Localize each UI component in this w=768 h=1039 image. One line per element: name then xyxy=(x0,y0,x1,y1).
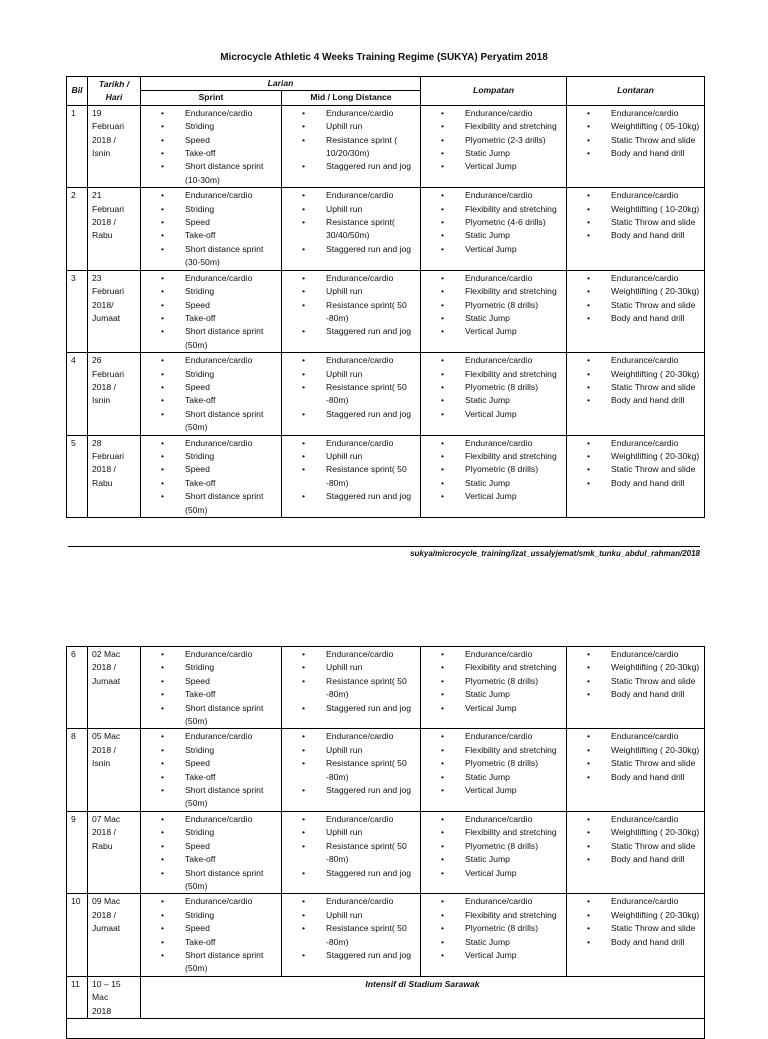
activity-item: • Resistance sprint ( 10/20/30m) xyxy=(326,134,416,161)
activity-item: • Resistance sprint( 50 -80m) xyxy=(326,299,416,326)
activity-list xyxy=(425,648,562,715)
activity-item: • Speed xyxy=(185,840,277,853)
table-row xyxy=(67,105,705,187)
activity-list xyxy=(286,437,416,504)
activity-item: • Plyometric (8 drills) xyxy=(465,840,562,853)
activity-item: • Take-off xyxy=(185,229,277,242)
cell-lompatan xyxy=(421,435,567,517)
activity-item: • Uphill run xyxy=(326,285,416,298)
header-row xyxy=(67,77,705,91)
activity-item: • Flexibility and stretching xyxy=(465,661,562,674)
cell-bil: 2 xyxy=(67,188,88,270)
cell-sprint xyxy=(141,811,282,893)
activity-item: • Endurance/cardio xyxy=(185,437,277,450)
cell-bil: 1 xyxy=(67,105,88,187)
activity-item: • Body and hand drill xyxy=(611,477,700,490)
activity-item: • Speed xyxy=(185,299,277,312)
cell-lompatan xyxy=(421,353,567,435)
activity-list xyxy=(145,354,277,434)
activity-item: • Vertical Jump xyxy=(465,702,562,715)
activity-item: • Endurance/cardio xyxy=(326,895,416,908)
cell-date: 28 Februari 2018 / Rabu xyxy=(88,435,141,517)
activity-item: • Flexibility and stretching xyxy=(465,826,562,839)
activity-item: • Take-off xyxy=(185,853,277,866)
activity-list xyxy=(145,813,277,893)
activity-item: • Short distance sprint (50m) xyxy=(185,702,277,729)
activity-item: • Static Jump xyxy=(465,853,562,866)
cell-lompatan xyxy=(421,811,567,893)
activity-item: • Short distance sprint (50m) xyxy=(185,325,277,352)
activity-item: • Vertical Jump xyxy=(465,325,562,338)
cell-mid-long xyxy=(282,353,421,435)
activity-item: • Static Jump xyxy=(465,688,562,701)
activity-item: • Endurance/cardio xyxy=(185,730,277,743)
cell-bil: 4 xyxy=(67,353,88,435)
activity-item: • Staggered run and jog xyxy=(326,160,416,173)
cell-mid-long xyxy=(282,188,421,270)
activity-item: • Endurance/cardio xyxy=(465,189,562,202)
activity-item: • Short distance sprint (30-50m) xyxy=(185,243,277,270)
cell-date: 05 Mac 2018 / Isnin xyxy=(88,729,141,811)
activity-item: • Endurance/cardio xyxy=(611,813,700,826)
activity-item: • Striding xyxy=(185,120,277,133)
activity-item: • Short distance sprint (10-30m) xyxy=(185,160,277,187)
activity-list xyxy=(145,107,277,187)
activity-item: • Static Throw and slide xyxy=(611,922,700,935)
activity-item: • Endurance/cardio xyxy=(326,354,416,367)
activity-item: • Striding xyxy=(185,285,277,298)
activity-list xyxy=(571,813,700,867)
cell-lontaran xyxy=(567,270,705,352)
activity-item: • Resistance sprint( 50 -80m) xyxy=(326,463,416,490)
activity-item: • Striding xyxy=(185,661,277,674)
activity-list xyxy=(425,354,562,421)
activity-item: • Uphill run xyxy=(326,909,416,922)
activity-item: • Staggered run and jog xyxy=(326,702,416,715)
cell-bil: 8 xyxy=(67,729,88,811)
activity-item: • Weightlifting ( 10-20kg) xyxy=(611,203,700,216)
cell-bil: 3 xyxy=(67,270,88,352)
activity-list xyxy=(425,437,562,504)
activity-list xyxy=(286,813,416,880)
activity-item: • Short distance sprint (50m) xyxy=(185,867,277,894)
activity-item: • Static Throw and slide xyxy=(611,757,700,770)
cell-mid-long xyxy=(282,894,421,976)
activity-list xyxy=(145,730,277,810)
cell-bil: 5 xyxy=(67,435,88,517)
activity-item: • Staggered run and jog xyxy=(326,867,416,880)
activity-item: • Speed xyxy=(185,757,277,770)
activity-item: • Uphill run xyxy=(326,120,416,133)
empty-cell xyxy=(67,1018,705,1038)
activity-item: • Short distance sprint (50m) xyxy=(185,490,277,517)
activity-item: • Static Jump xyxy=(465,477,562,490)
activity-list xyxy=(425,272,562,339)
top-table-body xyxy=(67,105,705,517)
header-larian: Larian xyxy=(141,77,421,91)
cell-lontaran xyxy=(567,435,705,517)
cell-lontaran xyxy=(567,105,705,187)
activity-item: • Weightlifting ( 20-30kg) xyxy=(611,450,700,463)
activity-item: • Endurance/cardio xyxy=(611,107,700,120)
activity-item: • Static Throw and slide xyxy=(611,840,700,853)
cell-lontaran xyxy=(567,894,705,976)
activity-item: • Weightlifting ( 20-30kg) xyxy=(611,744,700,757)
cell-lontaran xyxy=(567,188,705,270)
activity-list xyxy=(425,813,562,880)
activity-list xyxy=(571,730,700,784)
cell-date: 19 Februari 2018 / Isnin xyxy=(88,105,141,187)
cell-bil: 9 xyxy=(67,811,88,893)
activity-item: • Uphill run xyxy=(326,661,416,674)
activity-item: • Resistance sprint( 50 -80m) xyxy=(326,922,416,949)
activity-list xyxy=(425,107,562,174)
activity-item: • Static Throw and slide xyxy=(611,675,700,688)
activity-item: • Uphill run xyxy=(326,826,416,839)
cell-date: 09 Mac 2018 / Jumaat xyxy=(88,894,141,976)
cell-mid-long xyxy=(282,811,421,893)
cell-bil: 11 xyxy=(67,976,88,1018)
activity-item: • Static Jump xyxy=(465,771,562,784)
header-lompatan: Lompatan xyxy=(421,77,567,106)
activity-item: • Endurance/cardio xyxy=(465,730,562,743)
activity-item: • Speed xyxy=(185,463,277,476)
activity-list xyxy=(286,354,416,421)
cell-mid-long xyxy=(282,105,421,187)
activity-item: • Endurance/cardio xyxy=(465,107,562,120)
activity-item: • Static Throw and slide xyxy=(611,216,700,229)
activity-item: • Endurance/cardio xyxy=(326,437,416,450)
cell-date: 23 Februari 2018/ Jumaat xyxy=(88,270,141,352)
activity-item: • Vertical Jump xyxy=(465,160,562,173)
cell-sprint xyxy=(141,105,282,187)
table-row-empty xyxy=(67,1018,705,1038)
activity-item: • Resistance sprint( 50 -80m) xyxy=(326,757,416,784)
activity-item: • Short distance sprint (50m) xyxy=(185,949,277,976)
activity-item: • Staggered run and jog xyxy=(326,408,416,421)
activity-item: • Short distance sprint (50m) xyxy=(185,408,277,435)
cell-lontaran xyxy=(567,811,705,893)
activity-item: • Plyometric (8 drills) xyxy=(465,463,562,476)
cell-mid-long xyxy=(282,270,421,352)
table-row xyxy=(67,188,705,270)
activity-item: • Static Jump xyxy=(465,229,562,242)
activity-item: • Speed xyxy=(185,922,277,935)
activity-item: • Endurance/cardio xyxy=(185,813,277,826)
activity-item: • Static Throw and slide xyxy=(611,134,700,147)
activity-item: • Weightlifting ( 20-30kg) xyxy=(611,826,700,839)
activity-item: • Static Throw and slide xyxy=(611,381,700,394)
activity-item: • Endurance/cardio xyxy=(326,648,416,661)
activity-item: • Body and hand drill xyxy=(611,771,700,784)
cell-sprint xyxy=(141,647,282,729)
header-tarikh: Tarikh / Hari xyxy=(88,77,141,106)
bottom-table-body xyxy=(67,647,705,977)
activity-item: • Plyometric (4-6 drills) xyxy=(465,216,562,229)
cell-bil: 10 xyxy=(67,894,88,976)
activity-item: • Endurance/cardio xyxy=(185,354,277,367)
activity-item: • Endurance/cardio xyxy=(611,437,700,450)
activity-item: • Body and hand drill xyxy=(611,853,700,866)
activity-item: • Endurance/cardio xyxy=(611,730,700,743)
activity-item: • Plyometric (8 drills) xyxy=(465,922,562,935)
cell-sprint xyxy=(141,894,282,976)
activity-item: • Flexibility and stretching xyxy=(465,909,562,922)
activity-item: • Speed xyxy=(185,381,277,394)
activity-item: • Short distance sprint (50m) xyxy=(185,784,277,811)
activity-item: • Striding xyxy=(185,744,277,757)
training-table-page2 xyxy=(66,646,705,1039)
activity-item: • Endurance/cardio xyxy=(611,272,700,285)
activity-item: • Body and hand drill xyxy=(611,394,700,407)
activity-item: • Static Throw and slide xyxy=(611,463,700,476)
cell-date: 10 – 15 Mac 2018 xyxy=(88,976,141,1018)
activity-item: • Endurance/cardio xyxy=(326,813,416,826)
activity-list xyxy=(145,648,277,728)
activity-item: • Endurance/cardio xyxy=(326,272,416,285)
cell-sprint xyxy=(141,353,282,435)
cell-date: 21 Februari 2018 / Rabu xyxy=(88,188,141,270)
activity-item: • Resistance sprint( 30/40/50m) xyxy=(326,216,416,243)
activity-item: • Speed xyxy=(185,675,277,688)
activity-item: • Endurance/cardio xyxy=(326,730,416,743)
activity-item: • Weightlifting ( 20-30kg) xyxy=(611,368,700,381)
activity-list xyxy=(286,107,416,174)
activity-list xyxy=(571,272,700,326)
activity-item: • Vertical Jump xyxy=(465,867,562,880)
activity-list xyxy=(145,272,277,352)
activity-list xyxy=(145,895,277,975)
table-row-last xyxy=(67,976,705,1018)
activity-item: • Vertical Jump xyxy=(465,784,562,797)
activity-item: • Static Throw and slide xyxy=(611,299,700,312)
cell-lompatan xyxy=(421,729,567,811)
cell-sprint xyxy=(141,729,282,811)
activity-list xyxy=(425,189,562,256)
table-row xyxy=(67,647,705,729)
activity-item: • Take-off xyxy=(185,312,277,325)
cell-date: 07 Mac 2018 / Rabu xyxy=(88,811,141,893)
activity-item: • Take-off xyxy=(185,936,277,949)
document-title: Microcycle Athletic 4 Weeks Training Regime (SUKYA) Peryatim 2018 xyxy=(220,52,548,63)
activity-item: • Striding xyxy=(185,826,277,839)
footer-text: sukya/microcycle_training/izat_ussalyjemat/smk_tunku_abdul_rahman/2018 xyxy=(410,549,700,558)
activity-item: • Body and hand drill xyxy=(611,688,700,701)
activity-item: • Speed xyxy=(185,216,277,229)
activity-item: • Static Jump xyxy=(465,312,562,325)
cell-lontaran xyxy=(567,647,705,729)
activity-item: • Endurance/cardio xyxy=(185,189,277,202)
activity-list xyxy=(286,272,416,339)
activity-list xyxy=(571,354,700,408)
header-mid-long: Mid / Long Distance xyxy=(282,91,421,105)
activity-item: • Staggered run and jog xyxy=(326,243,416,256)
cell-date: 26 Februari 2018 / Isnin xyxy=(88,353,141,435)
cell-sprint xyxy=(141,270,282,352)
activity-item: • Flexibility and stretching xyxy=(465,368,562,381)
activity-item: • Endurance/cardio xyxy=(611,189,700,202)
activity-item: • Endurance/cardio xyxy=(465,437,562,450)
activity-item: • Flexibility and stretching xyxy=(465,285,562,298)
intensive-note: Intensif di Stadium Sarawak xyxy=(141,976,705,1018)
cell-mid-long xyxy=(282,729,421,811)
activity-item: • Resistance sprint( 50 -80m) xyxy=(326,381,416,408)
activity-item: • Plyometric (2-3 drills) xyxy=(465,134,562,147)
activity-item: • Endurance/cardio xyxy=(465,272,562,285)
activity-item: • Vertical Jump xyxy=(465,949,562,962)
cell-bil: 6 xyxy=(67,647,88,729)
header-sprint: Sprint xyxy=(141,91,282,105)
activity-list xyxy=(571,189,700,243)
activity-item: • Uphill run xyxy=(326,368,416,381)
activity-item: • Weightlifting ( 20-30kg) xyxy=(611,661,700,674)
activity-item: • Plyometric (8 drills) xyxy=(465,675,562,688)
activity-list xyxy=(286,189,416,256)
header-lontaran: Lontaran xyxy=(567,77,705,106)
activity-item: • Staggered run and jog xyxy=(326,784,416,797)
activity-item: • Striding xyxy=(185,909,277,922)
cell-mid-long xyxy=(282,647,421,729)
activity-item: • Static Jump xyxy=(465,147,562,160)
activity-item: • Weightlifting ( 05-10kg) xyxy=(611,120,700,133)
activity-item: • Speed xyxy=(185,134,277,147)
activity-item: • Endurance/cardio xyxy=(611,648,700,661)
activity-item: • Take-off xyxy=(185,147,277,160)
activity-item: • Flexibility and stretching xyxy=(465,120,562,133)
activity-item: • Take-off xyxy=(185,771,277,784)
activity-item: • Plyometric (8 drills) xyxy=(465,757,562,770)
cell-lompatan xyxy=(421,105,567,187)
activity-item: • Take-off xyxy=(185,477,277,490)
activity-item: • Body and hand drill xyxy=(611,147,700,160)
activity-item: • Endurance/cardio xyxy=(185,648,277,661)
activity-item: • Endurance/cardio xyxy=(611,895,700,908)
activity-item: • Resistance sprint( 50 -80m) xyxy=(326,675,416,702)
activity-item: • Staggered run and jog xyxy=(326,490,416,503)
activity-item: • Endurance/cardio xyxy=(326,189,416,202)
activity-item: • Flexibility and stretching xyxy=(465,203,562,216)
activity-item: • Staggered run and jog xyxy=(326,949,416,962)
activity-item: • Flexibility and stretching xyxy=(465,450,562,463)
activity-item: • Staggered run and jog xyxy=(326,325,416,338)
activity-item: • Endurance/cardio xyxy=(185,895,277,908)
activity-list xyxy=(286,730,416,797)
activity-item: • Endurance/cardio xyxy=(465,354,562,367)
activity-item: • Endurance/cardio xyxy=(465,895,562,908)
cell-lontaran xyxy=(567,729,705,811)
activity-list xyxy=(571,107,700,161)
activity-list xyxy=(145,437,277,517)
activity-item: • Take-off xyxy=(185,394,277,407)
activity-item: • Body and hand drill xyxy=(611,229,700,242)
activity-item: • Vertical Jump xyxy=(465,490,562,503)
activity-item: • Body and hand drill xyxy=(611,312,700,325)
activity-item: • Uphill run xyxy=(326,450,416,463)
activity-item: • Static Jump xyxy=(465,936,562,949)
header-bil: Bil xyxy=(67,77,88,106)
activity-item: • Striding xyxy=(185,368,277,381)
table-row xyxy=(67,270,705,352)
activity-item: • Endurance/cardio xyxy=(185,107,277,120)
cell-mid-long xyxy=(282,435,421,517)
activity-list xyxy=(286,648,416,715)
table-row xyxy=(67,811,705,893)
activity-list xyxy=(145,189,277,269)
training-table-page1 xyxy=(66,76,705,518)
activity-item: • Endurance/cardio xyxy=(465,813,562,826)
activity-list xyxy=(571,437,700,491)
activity-item: • Striding xyxy=(185,203,277,216)
activity-item: • Static Jump xyxy=(465,394,562,407)
cell-lontaran xyxy=(567,353,705,435)
activity-item: • Plyometric (8 drills) xyxy=(465,381,562,394)
activity-list xyxy=(286,895,416,962)
activity-item: • Weightlifting ( 20-30kg) xyxy=(611,285,700,298)
cell-sprint xyxy=(141,435,282,517)
activity-item: • Striding xyxy=(185,450,277,463)
activity-item: • Endurance/cardio xyxy=(611,354,700,367)
activity-item: • Vertical Jump xyxy=(465,243,562,256)
table-row xyxy=(67,435,705,517)
activity-item: • Uphill run xyxy=(326,203,416,216)
activity-list xyxy=(571,895,700,949)
activity-item: • Endurance/cardio xyxy=(465,648,562,661)
cell-lompatan xyxy=(421,188,567,270)
activity-list xyxy=(425,895,562,962)
table-row xyxy=(67,729,705,811)
cell-lompatan xyxy=(421,270,567,352)
activity-item: • Body and hand drill xyxy=(611,936,700,949)
activity-item: • Weightlifting ( 20-30kg) xyxy=(611,909,700,922)
footer-divider xyxy=(68,546,700,547)
cell-date: 02 Mac 2018 / Jumaat xyxy=(88,647,141,729)
table-row xyxy=(67,894,705,976)
activity-item: • Uphill run xyxy=(326,744,416,757)
cell-lompatan xyxy=(421,647,567,729)
activity-list xyxy=(425,730,562,797)
activity-item: • Take-off xyxy=(185,688,277,701)
cell-lompatan xyxy=(421,894,567,976)
table-row xyxy=(67,353,705,435)
activity-list xyxy=(571,648,700,702)
activity-item: • Flexibility and stretching xyxy=(465,744,562,757)
activity-item: • Resistance sprint( 50 -80m) xyxy=(326,840,416,867)
cell-sprint xyxy=(141,188,282,270)
activity-item: • Plyometric (8 drills) xyxy=(465,299,562,312)
activity-item: • Endurance/cardio xyxy=(326,107,416,120)
activity-item: • Endurance/cardio xyxy=(185,272,277,285)
activity-item: • Vertical Jump xyxy=(465,408,562,421)
